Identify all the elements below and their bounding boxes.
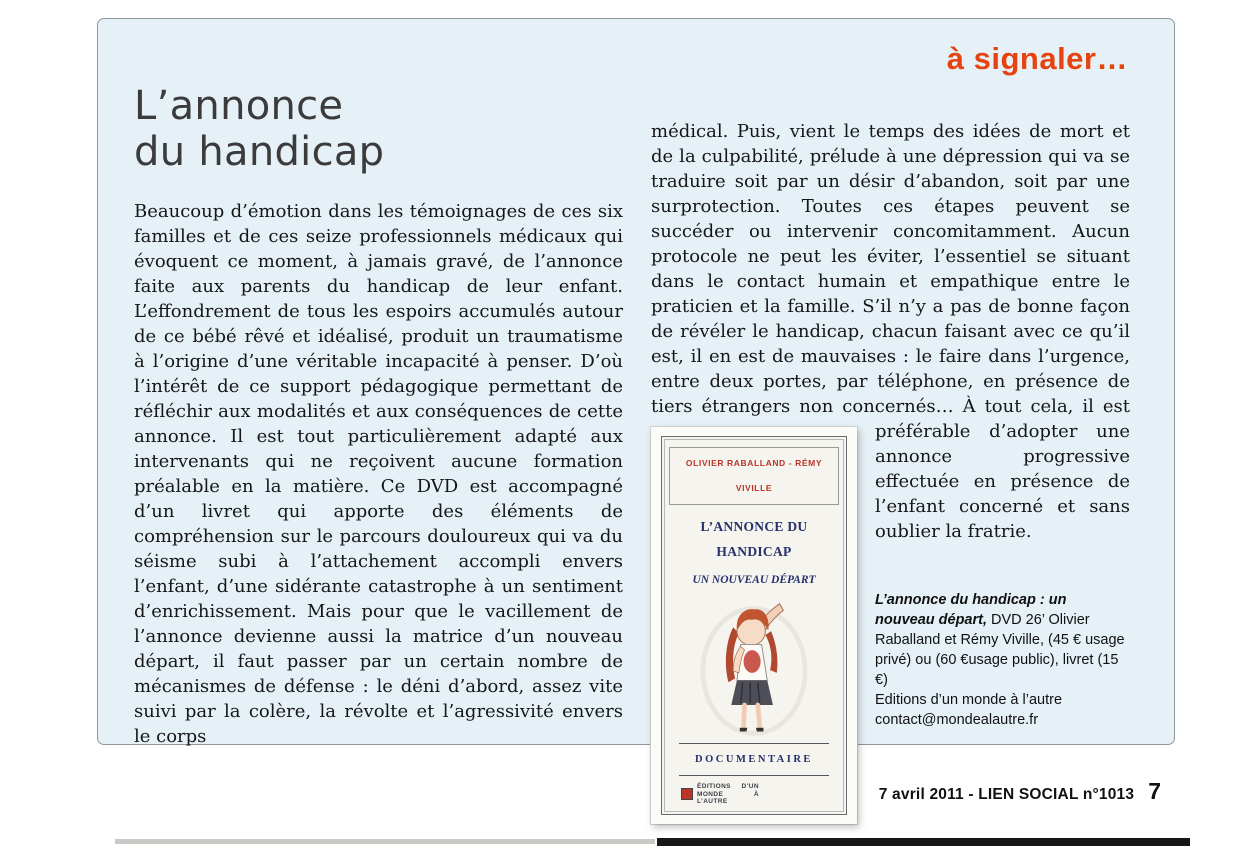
article-text-before-image: médical. Puis, vient le temps des idées de mort et de la culpabilité, prélude à une dépression qui va se traduire soit par un désir d’abandon, soit par une surprotection. Toutes ces étapes peuvent se succéder ou intervenir concomitamment. Aucun protocole ne peut les éviter, l’essentiel se situant dans le contact humain et empathique entre le praticien et la famille. S’il n’y a pas de bonne façon de révéler le handicap, chacun faisant avec ce qu’il est, il en est de mauvaises : le faire dans l’urgence, entre deux portes, par téléphone, en présence de tiers étrangers non concernés… À tout xyxy=(651,121,1130,417)
caption-work-title: L’annonce du handicap : un nouveau départ, xyxy=(875,592,1067,628)
publisher-logo-text: ÉDITIONS D’UN MONDE À L’AUTRE xyxy=(697,783,759,805)
footer-issue-line: 7 avril 2011 - LIEN SOCIAL n°1013 xyxy=(878,786,1135,803)
dvd-cover-subtitle: UN NOUVEAU DÉPART xyxy=(692,574,816,586)
publisher-logo-icon xyxy=(681,788,693,800)
left-column xyxy=(134,83,623,830)
dvd-cover-publisher xyxy=(681,783,839,806)
caption-details: DVD 26’ Olivier Raballand et Rémy Viville, (45 € usage privé) ou (60 €usage public), livret (15 €) xyxy=(875,612,1125,688)
dvd-cover-photo xyxy=(651,427,857,824)
scan-artifact-light xyxy=(115,839,655,844)
dvd-cover xyxy=(661,436,847,815)
article-title-line1: L’annonce xyxy=(134,83,344,129)
caption-email: contact@mondealautre.fr xyxy=(875,712,1039,728)
dvd-cover-illustration xyxy=(696,599,812,741)
dvd-cover-authors: OLIVIER RABALLAND - RÉMY VIVILLE xyxy=(669,447,839,505)
article-title-line2: du handicap xyxy=(134,129,385,175)
dvd-caption xyxy=(875,590,1130,730)
dvd-cover-title: L’ANNONCE DU HANDICAP xyxy=(700,519,808,559)
scan-artifact-dark xyxy=(657,838,1190,846)
article-title xyxy=(134,83,623,175)
right-column xyxy=(651,83,1130,830)
article-content xyxy=(134,83,1130,830)
section-label: à signaler… xyxy=(946,41,1128,76)
article-paragraph-left: Beaucoup d’émotion dans les témoignages de ces six familles et de ces seize professionnels médicaux qui évoquent ce moment, à jamais gravé, de l’annonce faite aux parents du handicap de leur enfant. L’effondrement de tous les espoirs accumulés autour de ce bébé rêvé et idéalisé, produit un traumatisme à l’origine d’une véritable incapacité à penser. D’où l’intérêt de ce support pédagogique permettant de réfléchir aux modalités et aux conséquences de cette annonce. Il est tout particulièrement adapté aux intervenants qui ne reçoivent aucune formation préalable en la matière. Ce DVD est accompagné d’un livret qui apporte des éléments de compréhension sur le parcours douloureux qui va du séisme subi à l’attachement accompli envers l’enfant, d’une sidérante catastrophe à un sentiment d’enrichissement. Mais pour que le vacillement de l’annonce devienne aussi la matrice d’un nouveau départ, il faut passer par un certain nombre de mécanismes de défense : le déni d’abord, assez vite suivi par la colère, la révolte et l’agressivité envers le corps xyxy=(134,201,623,747)
footer-page-number: 7 xyxy=(1148,778,1161,804)
caption-publisher: Editions d’un monde à l’autre xyxy=(875,692,1063,708)
article-text-after-image: cela, il est préférable d’adopter une annonce progressive effectuée en présence de l’enfant concerné et sans oublier la fratrie. xyxy=(875,396,1130,542)
dvd-cover-genre: DOCUMENTAIRE xyxy=(679,743,829,776)
page-footer xyxy=(879,778,1161,805)
